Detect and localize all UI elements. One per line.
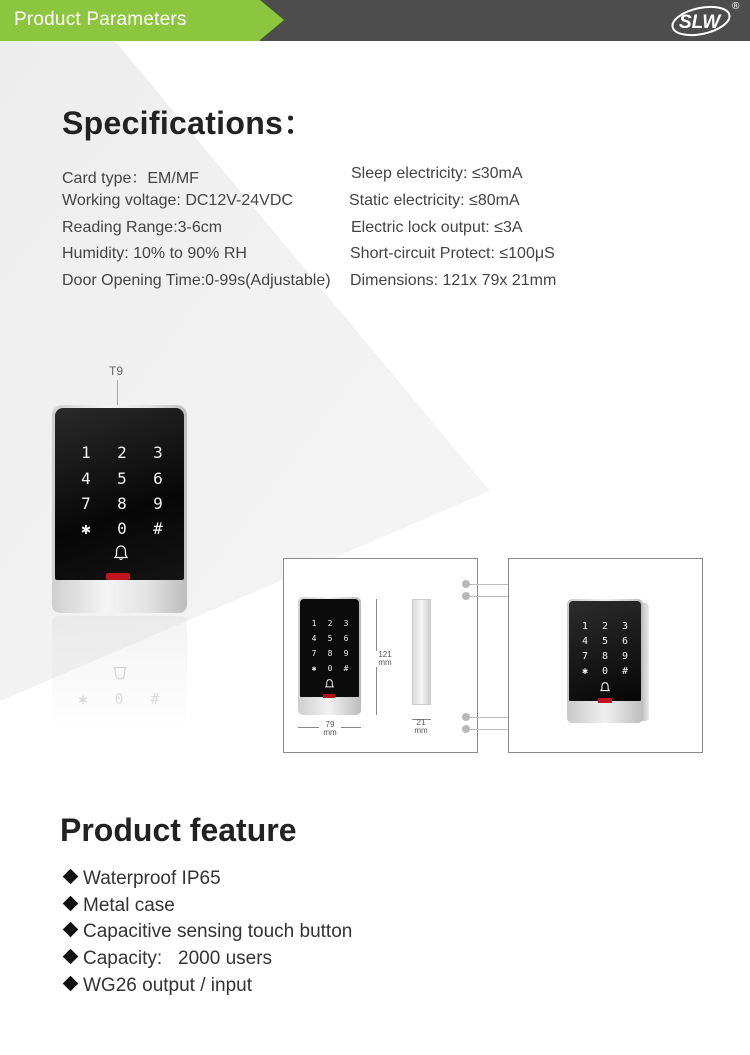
- bell-icon-reflection: [113, 664, 127, 680]
- keypad-key: 8: [327, 649, 333, 658]
- keypad-key: 3: [153, 443, 163, 462]
- header-title: Product Parameters: [14, 9, 187, 30]
- height-unit: mm: [378, 658, 392, 667]
- keypad-key: 4: [581, 636, 589, 647]
- feature-text: Capacitive sensing touch button: [83, 921, 353, 942]
- keypad-panel: [55, 408, 184, 580]
- keypad-key: 4: [311, 634, 317, 643]
- keypad-key: 7: [311, 649, 317, 658]
- keypad-key: 2: [327, 619, 333, 628]
- width-dimension-label: [319, 721, 341, 737]
- keypad-key: 5: [601, 636, 609, 647]
- spec-electric-lock-output: Electric lock output: ≤3A: [351, 219, 523, 236]
- connector-dot: [462, 713, 470, 721]
- keypad-key: 3: [343, 619, 349, 628]
- depth-unit: mm: [414, 726, 428, 735]
- keypad-key: #: [153, 519, 163, 538]
- dimension-drawing: [283, 558, 478, 753]
- side-view: [412, 599, 431, 705]
- keypad-key: 8: [117, 494, 127, 513]
- product-reflection: [52, 616, 187, 746]
- spec-dimensions: Dimensions: 121x 79x 21mm: [350, 272, 557, 289]
- keypad-key: 0: [601, 666, 609, 677]
- diamond-bullet-icon: [63, 949, 79, 965]
- keypad-key: ✱: [581, 666, 589, 677]
- keypad-key: #: [343, 664, 349, 673]
- width-unit: mm: [323, 728, 337, 737]
- bell-icon: [114, 545, 128, 561]
- width-value: 79: [325, 720, 335, 729]
- specifications-heading: Specifications：: [62, 105, 316, 141]
- depth-value: 21: [416, 718, 426, 727]
- product-image: [52, 405, 187, 613]
- spec-reading-range: Reading Range:3-6cm: [62, 219, 223, 236]
- keypad-key: 7: [581, 651, 589, 662]
- keypad-key: 7: [81, 494, 91, 513]
- keypad-key: ✱: [311, 664, 317, 673]
- keypad-key: 1: [311, 619, 317, 628]
- spec-door-opening-time: Door Opening Time:0-99s(Adjustable): [62, 272, 331, 289]
- keypad-key-reflection: ✱: [78, 690, 88, 708]
- diamond-bullet-icon: [63, 922, 79, 938]
- feature-heading: Product feature: [60, 812, 297, 848]
- bell-icon: [325, 679, 334, 689]
- status-led: [598, 698, 612, 703]
- registered-mark: ®: [732, 1, 740, 12]
- svg-text:SLW: SLW: [679, 12, 721, 33]
- keypad-key: 9: [621, 651, 629, 662]
- feature-item: [62, 895, 175, 917]
- perspective-device: [567, 599, 649, 725]
- keypad-key-reflection: #: [150, 690, 160, 708]
- feature-text: Waterproof IP65: [83, 868, 221, 889]
- keypad-key: #: [621, 666, 629, 677]
- device-panel: [569, 601, 641, 701]
- diamond-bullet-icon: [63, 869, 79, 885]
- header-accent-arrow: [260, 0, 284, 40]
- feature-text: Metal case: [83, 895, 175, 916]
- keypad-key: 9: [343, 649, 349, 658]
- keypad-key: 9: [153, 494, 163, 513]
- model-label: T9: [109, 364, 124, 378]
- keypad-key: 2: [117, 443, 127, 462]
- perspective-view: [508, 558, 703, 753]
- brand-logo: [670, 2, 740, 40]
- feature-item: [62, 921, 352, 943]
- keypad-key: 0: [117, 519, 127, 538]
- keypad-key: 2: [601, 621, 609, 632]
- keypad-key: 0: [327, 664, 333, 673]
- keypad-key-reflection: 0: [114, 690, 124, 708]
- feature-text: WG26 output / input: [83, 975, 252, 996]
- height-dimension-label: [374, 651, 396, 667]
- spec-card-type: Card type：EM/MF: [62, 170, 199, 187]
- keypad-key: 5: [117, 469, 127, 488]
- keypad-key: 6: [621, 636, 629, 647]
- spec-working-voltage: Working voltage: DC12V-24VDC: [62, 192, 293, 209]
- feature-item: [62, 975, 252, 997]
- connector-dot: [462, 580, 470, 588]
- spec-humidity: Humidity: 10% to 90% RH: [62, 245, 247, 262]
- keypad-key: 1: [81, 443, 91, 462]
- keypad-key: 5: [327, 634, 333, 643]
- front-view: [298, 597, 361, 715]
- spec-short-circuit-protect: Short-circuit Protect: ≤100μS: [350, 245, 555, 262]
- diamond-bullet-icon: [63, 976, 79, 992]
- keypad-key: 1: [581, 621, 589, 632]
- connector-dot: [462, 592, 470, 600]
- status-led: [323, 694, 335, 698]
- connector-dot: [462, 725, 470, 733]
- feature-text: Capacity: 2000 users: [83, 948, 273, 969]
- keypad-key: 8: [601, 651, 609, 662]
- front-view-panel: [300, 599, 359, 697]
- keypad-key: ✱: [81, 519, 91, 538]
- keypad-key: 4: [81, 469, 91, 488]
- bell-icon: [600, 682, 610, 693]
- diamond-bullet-icon: [63, 896, 79, 912]
- keypad-key: 6: [343, 634, 349, 643]
- model-label-leader: [117, 380, 118, 406]
- keypad-key: 6: [153, 469, 163, 488]
- spec-static-electricity: Static electricity: ≤80mA: [349, 192, 520, 209]
- height-value: 121: [378, 650, 392, 659]
- keypad-key: 3: [621, 621, 629, 632]
- feature-item: [62, 948, 272, 970]
- depth-dimension-label: [410, 719, 432, 735]
- header-bar: [0, 0, 750, 41]
- feature-item: [62, 868, 221, 890]
- device-body: [567, 599, 643, 723]
- spec-sleep-electricity: Sleep electricity: ≤30mA: [351, 165, 523, 182]
- status-led: [106, 573, 130, 580]
